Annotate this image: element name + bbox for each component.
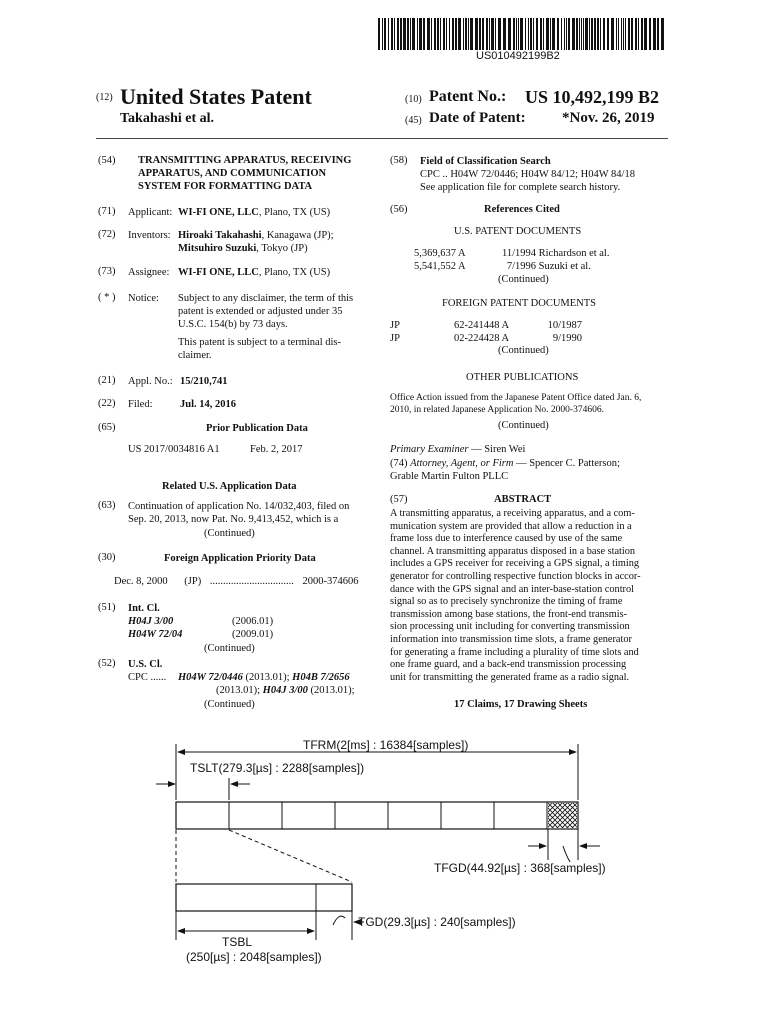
- abstract-line: dance with the GPS signal and an inter-base-station control: [390, 583, 634, 595]
- us-doc-date: 11/1994: [501, 248, 536, 259]
- barcode-bar: [616, 18, 617, 50]
- barcode-bar: [443, 18, 445, 50]
- attorney-label: Attorney, Agent, or Firm: [410, 458, 514, 469]
- barcode-bar: [397, 18, 399, 50]
- abstract-line: signal so as to precisely synchronize the timing of frame: [390, 596, 623, 608]
- abstract-line: generator for controlling respective function blocks in accor-: [390, 570, 641, 582]
- barcode-bar: [410, 18, 411, 50]
- barcode-bar: [403, 18, 406, 50]
- notice-line: claimer.: [178, 350, 212, 361]
- barcode-bar: [564, 18, 565, 50]
- barcode-bar: [576, 18, 578, 50]
- barcode-bar: [625, 18, 626, 50]
- barcode-bar: [597, 18, 599, 50]
- barcode-bar: [407, 18, 409, 50]
- cpc-line-2: [216, 684, 355, 697]
- barcode-bar: [600, 18, 601, 50]
- barcode-bar: [566, 18, 567, 50]
- barcode-bar: [498, 18, 501, 50]
- other-pub-heading: OTHER PUBLICATIONS: [466, 372, 579, 383]
- intcl-label: Int. Cl.: [128, 603, 160, 614]
- foreign-doc-date: 9/1990: [552, 333, 582, 344]
- code-58: (58): [390, 155, 408, 166]
- assignee-location: , Plano, TX (US): [258, 267, 331, 278]
- other-pub-text: [390, 392, 641, 416]
- prior-pub-date: Feb. 2, 2017: [250, 444, 303, 455]
- applicant-name: WI-FI ONE, LLC: [178, 207, 259, 218]
- barcode-bar: [543, 18, 544, 50]
- code-10: (10): [405, 94, 422, 105]
- us-docs-heading: U.S. PATENT DOCUMENTS: [454, 226, 582, 237]
- barcode-bar: [653, 18, 656, 50]
- tfgd-leader: [563, 846, 570, 862]
- code-12: (12): [96, 92, 113, 103]
- continued-label: (Continued): [498, 274, 549, 285]
- field-search-note: See application file for complete search history.: [420, 182, 621, 193]
- barcode-bar: [568, 18, 570, 50]
- code-22: (22): [98, 398, 116, 409]
- slot-detail: [176, 884, 352, 911]
- notice-line: patent is extended or adjusted under 35: [178, 306, 343, 317]
- barcode-bar: [644, 18, 647, 50]
- barcode-bar: [516, 18, 517, 50]
- notice-line: Subject to any disclaimer, the term of this: [178, 293, 354, 304]
- barcode-bar: [475, 18, 478, 50]
- barcode-bar: [489, 18, 490, 50]
- us-doc-row: [414, 247, 609, 273]
- tfgd-label: TFGD(44.92[µs] : 368[samples]): [434, 861, 606, 875]
- continued-label: (Continued): [204, 643, 255, 654]
- barcode-bar: [479, 18, 481, 50]
- code-57: (57): [390, 494, 408, 505]
- prior-pub-number: US 2017/0034816 A1: [128, 444, 220, 455]
- notice-line: U.S.C. 154(b) by 73 days.: [178, 319, 288, 330]
- abstract-line: frame loss due to interference caused by use of the same: [390, 533, 623, 545]
- foreign-doc-country: JP: [390, 333, 400, 344]
- barcode-bar: [455, 18, 457, 50]
- barcode-bar: [446, 18, 447, 50]
- abstract-line: information into transmission time slots, a frame generator: [390, 633, 632, 645]
- foreign-docs-heading: FOREIGN PATENT DOCUMENTS: [442, 298, 597, 309]
- barcode-bar: [579, 18, 580, 50]
- related-heading: Related U.S. Application Data: [162, 481, 297, 492]
- inventor-location: , Tokyo (JP): [256, 243, 308, 254]
- assignee-name: WI-FI ONE, LLC: [178, 267, 259, 278]
- barcode-bar: [525, 18, 526, 50]
- field-search-cpc: CPC .. H04W 72/0446; H04W 84/12; H04W 84/18: [420, 169, 635, 180]
- tsbl-value: (250[µs] : 2048[samples]): [186, 950, 322, 964]
- barcode-bar: [594, 18, 596, 50]
- barcode-bar: [546, 18, 549, 50]
- barcode-bar: [657, 18, 659, 50]
- attorney-firm: Grable Martin Fulton PLLC: [390, 471, 509, 482]
- code-notice: ( * ): [98, 292, 116, 303]
- patent-number: US 10,492,199 B2: [525, 87, 660, 107]
- examiner-label: Primary Examiner: [390, 444, 469, 455]
- barcode-bar: [638, 18, 639, 50]
- code-73: (73): [98, 266, 116, 277]
- code-52: (52): [98, 658, 116, 669]
- patent-date: *Nov. 26, 2019: [562, 110, 655, 126]
- barcode-bar: [495, 18, 496, 50]
- appl-label: Appl. No.:: [128, 376, 173, 387]
- inventors: [178, 229, 334, 255]
- intcl-code: H04J 3/00: [128, 616, 174, 627]
- barcode: [378, 18, 668, 50]
- intcl-version: (2009.01): [232, 629, 274, 640]
- applicant: [178, 206, 330, 219]
- barcode-bar: [394, 18, 395, 50]
- barcode-bar: [623, 18, 624, 50]
- barcode-bar: [384, 18, 386, 50]
- foreign-priority-heading: Foreign Application Priority Data: [164, 553, 316, 564]
- abstract-line: unit for transmitting the generated frame as a radio signal.: [390, 671, 630, 683]
- notice-text: [178, 292, 353, 331]
- continued-label: (Continued): [204, 699, 255, 710]
- code-30: (30): [98, 552, 116, 563]
- barcode-bar: [552, 18, 555, 50]
- code-71: (71): [98, 206, 116, 217]
- barcode-bar: [423, 18, 425, 50]
- foreign-doc-number: 62-241448 A: [454, 320, 510, 331]
- barcode-bar: [434, 18, 436, 50]
- barcode-bar: [641, 18, 643, 50]
- us-doc-number: 5,541,552 A: [414, 261, 466, 272]
- examiner-name: — Siren Wei: [468, 444, 526, 455]
- barcode-bar: [388, 18, 389, 50]
- barcode-bar: [581, 18, 582, 50]
- code-63: (63): [98, 500, 116, 511]
- barcode-bar: [591, 18, 593, 50]
- abstract-line: transmission among base stations, the front-end transmis-: [390, 608, 628, 620]
- cpc-code: H04W 72/0446: [178, 672, 243, 683]
- abstract-line: for generating a frame including a plurality of time slots and: [390, 646, 639, 658]
- barcode-bar: [518, 18, 519, 50]
- code-72: (72): [98, 229, 116, 240]
- us-doc-name: Richardson et al.: [538, 248, 610, 259]
- code-65: (65): [98, 422, 116, 433]
- foreign-country: (JP): [184, 576, 202, 587]
- terminal-disclaimer: [178, 336, 341, 362]
- date-label: Date of Patent:: [429, 110, 526, 126]
- other-pub-line: 2010, in related Japanese Application No. 2000-374606.: [390, 405, 604, 415]
- barcode-bar: [449, 18, 450, 50]
- barcode-bar: [482, 18, 484, 50]
- uscl-label: U.S. Cl.: [128, 659, 163, 670]
- abstract-line: one frame guard, and a back-end transmission processing: [390, 659, 627, 671]
- tsbl-label: TSBL: [222, 935, 253, 949]
- barcode-bar: [561, 18, 562, 50]
- barcode-bar: [603, 18, 605, 50]
- barcode-bar: [520, 18, 523, 50]
- abstract-line: A transmitting apparatus, a receiving apparatus, and a com-: [390, 508, 635, 519]
- barcode-bar: [382, 18, 383, 50]
- barcode-bar: [607, 18, 609, 50]
- barcode-bar: [611, 18, 614, 50]
- abstract-line: includes a GPS receiver for receiving a GPS signal, a timing: [390, 558, 640, 570]
- notice-label: Notice:: [128, 293, 159, 304]
- barcode-bar: [427, 18, 430, 50]
- title-line: APPARATUS, AND COMMUNICATION: [138, 168, 327, 179]
- abstract-line: channel. A transmitting apparatus disposed in a base station: [390, 545, 636, 557]
- code-56: (56): [390, 204, 408, 215]
- foreign-doc-country: JP: [390, 320, 400, 331]
- notice-line: This patent is subject to a terminal dis-: [178, 337, 342, 348]
- barcode-bar: [491, 18, 494, 50]
- inventors-label: Inventors:: [128, 230, 171, 241]
- patent-no-label: Patent No.:: [429, 88, 507, 105]
- barcode-bar: [463, 18, 464, 50]
- foreign-date: Dec. 8, 2000: [114, 576, 168, 587]
- barcode-bar: [528, 18, 529, 50]
- abstract-body: [390, 508, 662, 684]
- cpc-version: (2013.01);: [242, 672, 293, 683]
- barcode-bar: [589, 18, 590, 50]
- appl-number: 15/210,741: [180, 376, 228, 387]
- barcode-bar: [513, 18, 515, 50]
- barcode-bar: [540, 18, 542, 50]
- barcode-bar: [530, 18, 532, 50]
- barcode-bar: [391, 18, 393, 50]
- cpc-label: CPC ......: [128, 672, 167, 683]
- assignee-label: Assignee:: [128, 267, 170, 278]
- barcode-bar: [440, 18, 441, 50]
- barcode-bar: [419, 18, 422, 50]
- code-74: (74): [390, 458, 411, 469]
- barcode-bar: [458, 18, 461, 50]
- barcode-bar: [550, 18, 551, 50]
- barcode-bar: [631, 18, 633, 50]
- references-heading: References Cited: [484, 204, 560, 215]
- patent-title: United States Patent: [120, 84, 312, 109]
- barcode-bar: [583, 18, 584, 50]
- prior-pub-heading: Prior Publication Data: [206, 423, 308, 434]
- barcode-bar: [486, 18, 488, 50]
- cpc-code: H04B 7/2656: [292, 672, 350, 683]
- expand-dash: [229, 830, 352, 882]
- field-search-heading: Field of Classification Search: [420, 156, 551, 167]
- continued-label: (Continued): [498, 345, 549, 356]
- tgd-leader: [333, 916, 345, 925]
- barcode-bar: [618, 18, 619, 50]
- continuation-text: [128, 500, 349, 526]
- inventor-location: , Kanagawa (JP);: [261, 230, 334, 241]
- cpc-line-1: [178, 671, 350, 684]
- cpc-version: (2013.01);: [307, 685, 355, 696]
- intcl-version: (2006.01): [232, 616, 274, 627]
- barcode-bar: [585, 18, 588, 50]
- barcode-bar: [437, 18, 439, 50]
- barcode-bar: [572, 18, 575, 50]
- foreign-priority-row: [114, 575, 358, 588]
- foreign-number: 2000-374606: [302, 576, 359, 587]
- continued-label: (Continued): [204, 528, 255, 539]
- barcode-bar: [661, 18, 664, 50]
- foreign-doc-rows: [390, 319, 582, 345]
- title-line: TRANSMITTING APPARATUS, RECEIVING: [138, 155, 352, 166]
- frame-guard-hatch: [548, 803, 577, 828]
- header-rule: [96, 138, 668, 139]
- code-45: (45): [405, 115, 422, 126]
- foreign-doc-number: 02-224428 A: [454, 333, 510, 344]
- inventor-name: Hiroaki Takahashi: [178, 230, 262, 241]
- barcode-bar: [465, 18, 467, 50]
- filed-label: Filed:: [128, 399, 153, 410]
- frame-diagram: [0, 730, 768, 1024]
- barcode-bar: [470, 18, 473, 50]
- barcode-bar: [628, 18, 630, 50]
- barcode-bar: [536, 18, 538, 50]
- tgd-label: TGD(29.3[µs] : 240[samples]): [358, 915, 516, 929]
- code-54: (54): [98, 155, 116, 166]
- cpc-code: H04J 3/00: [262, 685, 308, 696]
- frame-bar: [176, 802, 578, 829]
- tfrm-label: TFRM(2[ms] : 16384[samples]): [303, 738, 469, 752]
- assignee: [178, 266, 330, 279]
- barcode-bar: [503, 18, 506, 50]
- dot-leader: ................................: [209, 576, 294, 587]
- intcl-code: H04W 72/04: [128, 629, 183, 640]
- abstract-line: munication system are provided that allow a reduction in a: [390, 520, 632, 532]
- tslt-label: TSLT(279.3[µs] : 2288[samples]): [190, 761, 365, 775]
- invention-title: [138, 154, 351, 193]
- attorney: [390, 457, 620, 470]
- patent-authors: Takahashi et al.: [120, 111, 215, 126]
- barcode-bar: [533, 18, 534, 50]
- barcode-bar: [557, 18, 559, 50]
- abstract-heading: ABSTRACT: [494, 494, 552, 505]
- barcode-bar: [508, 18, 511, 50]
- foreign-doc-date: 10/1987: [547, 320, 582, 331]
- barcode-bar: [378, 18, 380, 50]
- barcode-bar: [431, 18, 432, 50]
- inventor-name: Mitsuhiro Suzuki: [178, 243, 257, 254]
- barcode-bar: [417, 18, 418, 50]
- barcode-bar: [400, 18, 402, 50]
- continuation-line: Continuation of application No. 14/032,403, filed on: [128, 501, 350, 512]
- code-51: (51): [98, 602, 116, 613]
- abstract-line: sion processing unit including for converting transmission: [390, 621, 630, 633]
- title-line: SYSTEM FOR FORMATTING DATA: [138, 181, 313, 192]
- barcode-bar: [452, 18, 454, 50]
- barcode-number: US010492199B2: [476, 50, 560, 62]
- code-21: (21): [98, 375, 116, 386]
- attorney-name: — Spencer C. Patterson;: [513, 458, 620, 469]
- continuation-line: Sep. 20, 2013, now Pat. No. 9,413,452, which is a: [128, 514, 339, 525]
- barcode-bar: [649, 18, 651, 50]
- primary-examiner: [390, 443, 525, 456]
- barcode-bar: [621, 18, 622, 50]
- us-doc-name: Suzuki et al.: [538, 261, 591, 272]
- other-pub-line: Office Action issued from the Japanese Patent Office dated Jan. 6,: [390, 393, 642, 403]
- barcode-bar: [412, 18, 415, 50]
- applicant-location: , Plano, TX (US): [258, 207, 331, 218]
- cpc-version: (2013.01);: [216, 685, 263, 696]
- continued-label: (Continued): [498, 420, 549, 431]
- us-doc-number: 5,369,637 A: [414, 248, 466, 259]
- applicant-label: Applicant:: [128, 207, 173, 218]
- us-doc-date: 7/1996: [506, 261, 536, 272]
- barcode-bar: [468, 18, 469, 50]
- filed-date: Jul. 14, 2016: [180, 399, 237, 410]
- barcode-bar: [635, 18, 637, 50]
- claims-summary: 17 Claims, 17 Drawing Sheets: [454, 699, 588, 710]
